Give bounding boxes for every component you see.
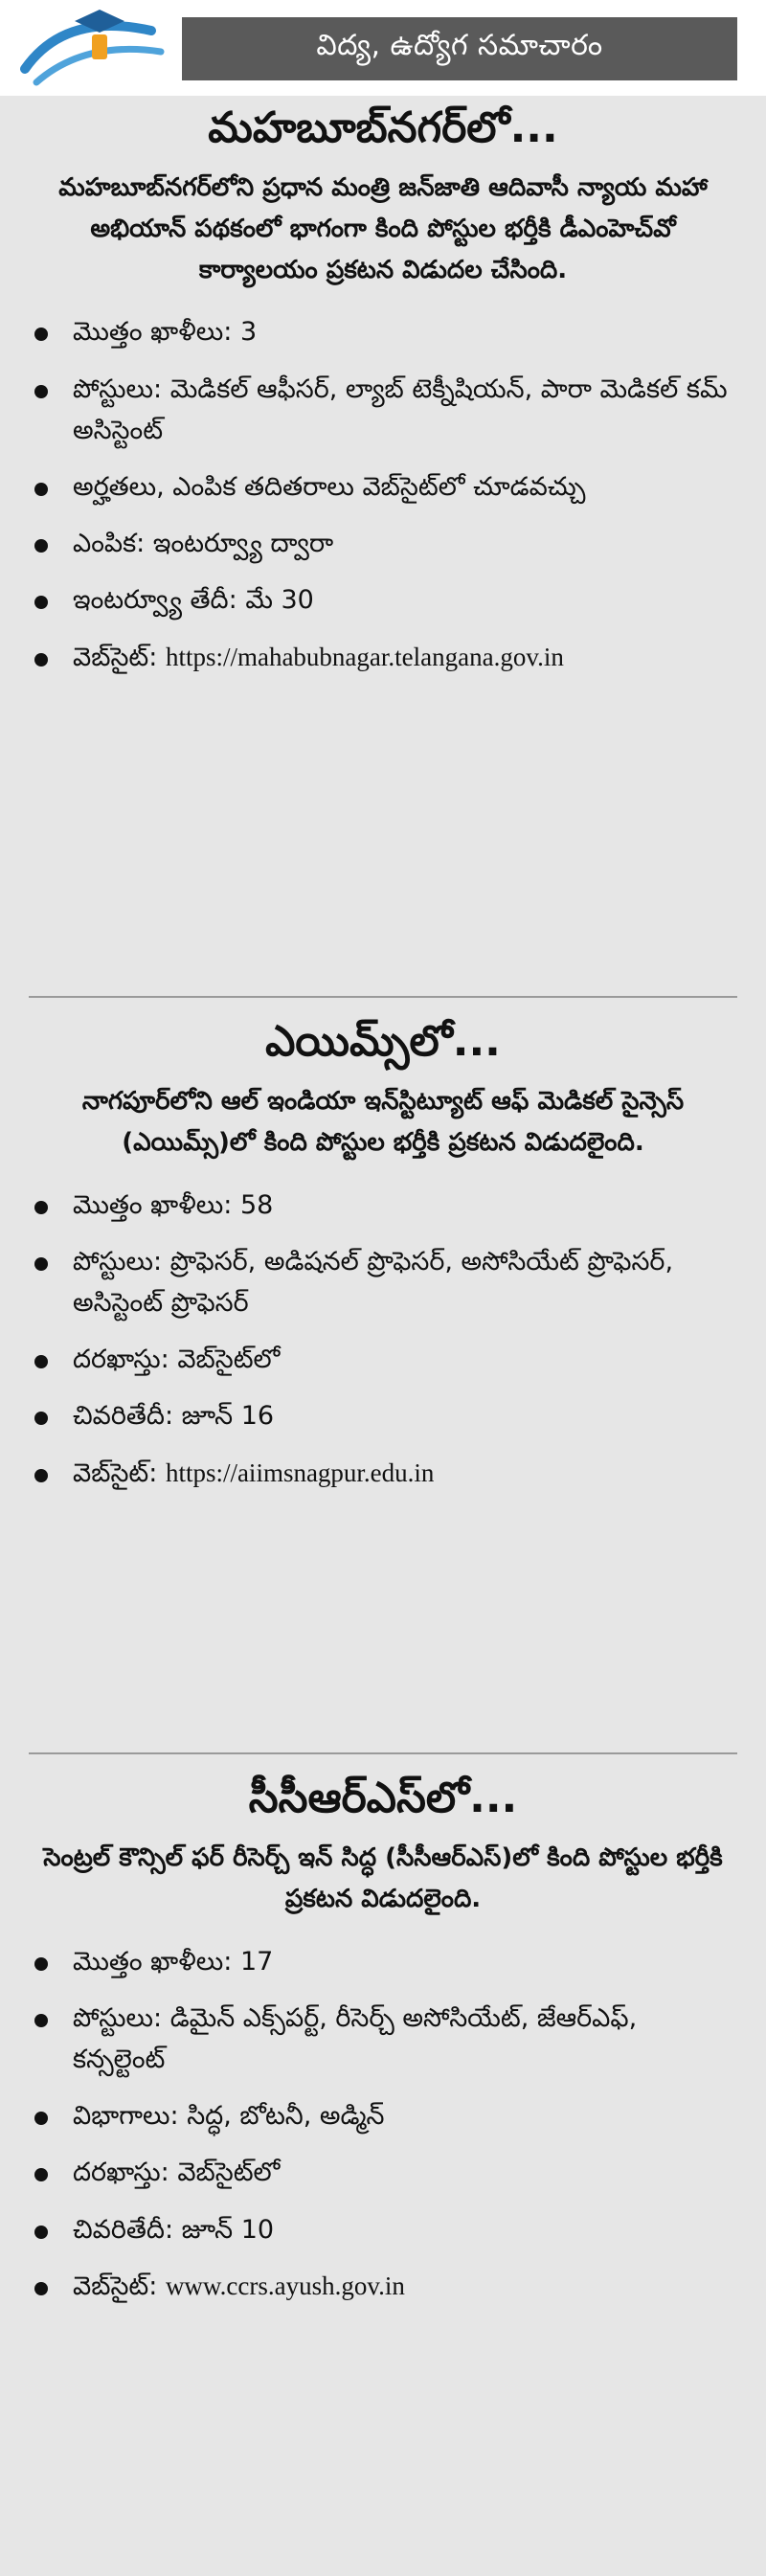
item-value: 3 xyxy=(239,317,258,348)
header xyxy=(0,0,766,96)
section-aiims xyxy=(29,1017,737,1509)
bullet-icon xyxy=(34,653,48,667)
item-value: వెబ్‌సైట్‌లో xyxy=(177,2158,281,2188)
list-item xyxy=(29,1185,737,1226)
item-label: మొత్తం ఖాళీలు: xyxy=(73,1189,233,1220)
item-label: ఇంటర్వ్యూ తేదీ: xyxy=(73,585,237,616)
section-intro: సెంట్రల్ కౌన్సిల్ ఫర్ రీసెర్చ్ ఇన్ సిద్ధ (సీసీఆర్ఎస్)లో కింది పోస్టుల భర్తీకి ప్రకటన విడుదలైంది. xyxy=(43,1842,723,1913)
section-ccrs xyxy=(29,1774,737,2322)
section-title: మహబూబ్‌నగర్‌లో... xyxy=(208,103,558,152)
item-label: మొత్తం ఖాళీలు: xyxy=(73,317,233,348)
item-value: డిమైన్ ఎక్స్‌పర్ట్, రీసెర్చ్ అసోసియేట్, జేఆర్ఎఫ్, కన్సల్టెంట్ xyxy=(73,2002,638,2074)
detail-list xyxy=(29,1941,737,2307)
bullet-icon xyxy=(34,1257,48,1271)
list-item xyxy=(29,2095,737,2136)
item-value: మెడికల్ ఆఫీసర్, ల్యాబ్ టెక్నీషియన్, పారా మెడికల్ కమ్ అసిస్టెంట్ xyxy=(73,373,728,445)
item-value: మే 30 xyxy=(245,585,314,616)
item-label: చివరితేదీ: xyxy=(73,1401,174,1432)
detail-list xyxy=(29,311,737,677)
section-title: ఎయిమ్స్‌లో... xyxy=(265,1017,501,1066)
bullet-icon xyxy=(34,2226,48,2239)
section-divider xyxy=(29,1752,737,1754)
bullet-icon xyxy=(34,1469,48,1482)
section-intro: నాగపూర్‌లోని ఆల్ ఇండియా ఇన్‌స్టిట్యూట్ ఆఫ్ మెడికల్ సైన్సెస్ (ఎయిమ్స్)లో కింది పోస్టుల భర్తీకి ప్రకటన విడుదలైంది. xyxy=(81,1086,685,1157)
list-item xyxy=(29,637,737,678)
item-label: దరఖాస్తు: xyxy=(73,2158,169,2188)
list-item xyxy=(29,1339,737,1380)
list-item xyxy=(29,579,737,621)
section-divider xyxy=(29,996,737,998)
list-item xyxy=(29,523,737,564)
list-item xyxy=(29,1395,737,1436)
list-item xyxy=(29,1998,737,2080)
item-label: వెబ్‌సైట్: xyxy=(73,642,158,672)
website-link[interactable]: www.ccrs.ayush.gov.in xyxy=(165,2271,405,2300)
detail-list xyxy=(29,1185,737,1494)
bullet-icon xyxy=(34,2112,48,2125)
bullet-icon xyxy=(34,2168,48,2181)
list-item xyxy=(29,311,737,352)
list-item xyxy=(29,369,737,451)
category-banner: విద్య, ఉద్యోగ సమాచారం xyxy=(182,17,737,80)
item-value: ప్రొఫెసర్, అడిషనల్ ప్రొఫెసర్, అసోసియేట్ ప్రొఫెసర్, అసిస్టెంట్ ప్రొఫెసర్ xyxy=(73,1246,674,1318)
bullet-icon xyxy=(34,1957,48,1971)
item-label: వెబ్‌సైట్: xyxy=(73,1457,158,1488)
item-label: విభాగాలు: xyxy=(73,2101,179,2132)
item-value: వెబ్‌సైట్‌లో xyxy=(177,1344,281,1375)
item-label: పోస్టులు: xyxy=(73,2002,163,2033)
bullet-icon xyxy=(34,539,48,553)
item-value: జూన్ 10 xyxy=(181,2214,275,2245)
bullet-icon xyxy=(34,1201,48,1214)
item-value: 17 xyxy=(239,1946,274,1977)
bullet-icon xyxy=(34,385,48,398)
item-value: వెబ్‌సైట్‌లో చూడవచ్చు xyxy=(362,472,586,503)
list-item xyxy=(29,1453,737,1494)
bullet-icon xyxy=(34,1355,48,1368)
item-value: సిద్ధ, బోటనీ, అడ్మిన్ xyxy=(187,2101,385,2132)
list-item xyxy=(29,466,737,508)
list-item xyxy=(29,2152,737,2193)
bullet-icon xyxy=(34,328,48,341)
item-value: 58 xyxy=(239,1189,274,1220)
item-label: మొత్తం ఖాళీలు: xyxy=(73,1946,233,1977)
item-label: ఎంపిక: xyxy=(73,529,146,559)
bullet-icon xyxy=(34,2014,48,2027)
item-label: చివరితేదీ: xyxy=(73,2214,174,2245)
item-value: ఇంటర్వ్యూ ద్వారా xyxy=(152,529,334,559)
list-item xyxy=(29,1241,737,1323)
list-item xyxy=(29,2266,737,2307)
bullet-icon xyxy=(34,1412,48,1425)
item-label: పోస్టులు: xyxy=(73,1246,163,1277)
education-logo-icon xyxy=(8,2,180,94)
item-label: దరఖాస్తు: xyxy=(73,1344,169,1375)
website-link[interactable]: https://aiimsnagpur.edu.in xyxy=(165,1457,435,1487)
list-item xyxy=(29,1941,737,1982)
item-label: పోస్టులు: xyxy=(73,373,163,404)
item-label: వెబ్‌సైట్: xyxy=(73,2271,158,2301)
website-link[interactable]: https://mahabubnagar.telangana.gov.in xyxy=(165,642,564,671)
section-title: సీసీఆర్ఎస్‌లో... xyxy=(248,1774,518,1822)
bullet-icon xyxy=(34,2282,48,2295)
item-label: అర్హతలు, ఎంపిక తదితరాలు xyxy=(73,472,354,503)
section-mahabubnagar xyxy=(29,103,737,693)
bullet-icon xyxy=(34,596,48,609)
item-value: జూన్ 16 xyxy=(181,1401,275,1432)
list-item xyxy=(29,2209,737,2250)
section-intro: మహబూబ్‌నగర్‌లోని ప్రధాన మంత్రి జన్‌జాతి ఆదివాసీ న్యాయ మహా అభియాన్ పథకంలో భాగంగా కింది పోస్టుల భర్తీకి డీఎంహెచ్‌వో కార్యాలయం ప్రకటన విడుదల చేసింది. xyxy=(58,172,708,284)
bullet-icon xyxy=(34,483,48,496)
